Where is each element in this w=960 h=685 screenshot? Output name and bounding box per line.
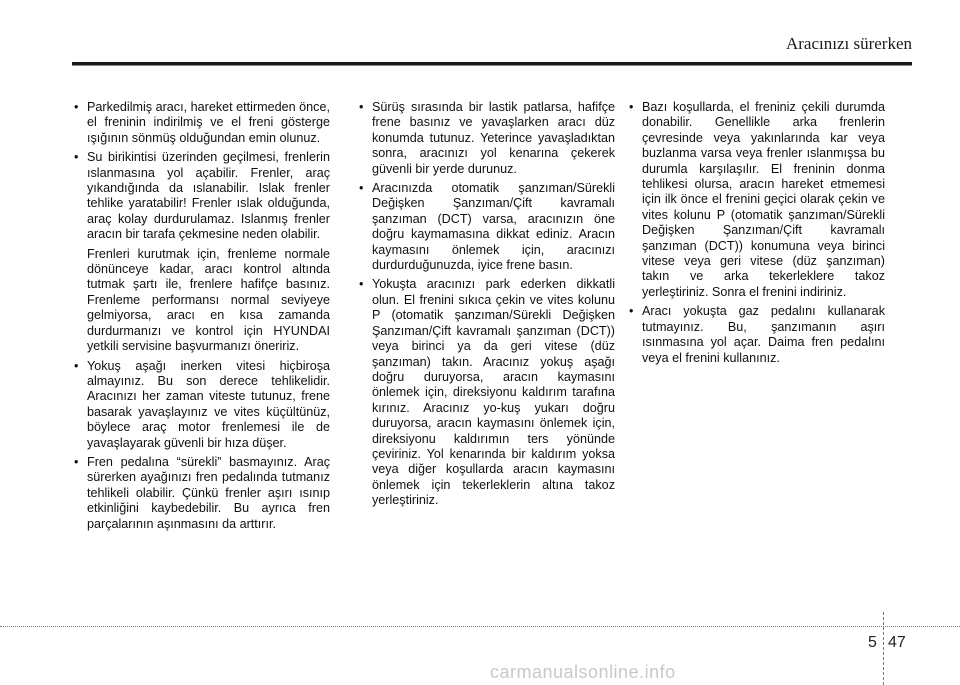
bullet-marker: • — [74, 100, 79, 114]
bullet-marker: • — [359, 181, 364, 196]
bullet-text: Aracınızda otomatik şanzıman/Sürekli Değişken Şanzıman/Çift kavramalı şanzıman (DCT) varsa, aracınızın öne doğru kaymamasına dikkat ediniz. Aracın kaymasını önlemek için, aracınızı durdurduğunuzda, iyice frene basın. — [372, 181, 615, 273]
bullet-item — [72, 100, 330, 146]
bullet-text: Su birikintisi üzerinden geçilmesi, frenlerin ıslanmasına yol açabilir. Frenler, araç yıkandığında da ıslanabilir. Islak frenler tehlike yaratabilir! Frenler ıslak olduğunda, araç kolay durdurulamaz. Islanmış frenler aracın bir tarafa çekmesine neden olabilir. — [87, 150, 330, 242]
bullet-item — [357, 100, 615, 177]
bullet-text: Aracı yokuşta gaz pedalını kullanarak tutmayınız. Bu, şanzımanın aşırı ısınmasına yol açar. Daima fren pedalını veya el frenini kullanınız. — [642, 304, 885, 365]
bullet-item — [72, 150, 330, 242]
bullet-item — [627, 304, 885, 366]
bullet-text: Yokuşta aracınızı park ederken dikkatli olun. El frenini sıkıca çekin ve vites kolunu P (otomatik şanzıman/Sürekli Değişken Şanzıman/Çift kavramalı şanzıman (DCT)) veya birinci ya da geri vitese (düz şanzıman) takın. Aracınız yokuş aşağı doğru duruyorsa, aracın kaymasını önlemek için, direksiyonu kaldırım tarafına kırınız. Aracınız yo-kuş yukarı doğru duruyorsa, aracın kaymasını önlemek için, direksiyonu kaldırımın ters yönünde çeviriniz. Yol kenarında bir kaldırım yoksa veya diğer koşullarda aracın kaymasını önlemek için tekerleklerin altına takoz yerleştiriniz. — [372, 277, 615, 508]
bullet-marker: • — [74, 454, 79, 469]
section-number: 5 — [868, 634, 877, 651]
bullet-text: Parkedilmiş aracı, hareket ettirmeden önce, el freninin indirilmiş ve el freni gösterge ışığının sönmüş olduğundan emin olunuz. — [87, 100, 330, 145]
page-header-title: Aracınızı sürerken — [785, 34, 912, 53]
bullet-text: Yokuş aşağı inerken vitesi hiçbiroşa almayınız. Bu son derece tehlikelidir. Aracınızı her zaman viteste tutunuz, frene basarak yavaşlayınız ve vites küçültünüz, böylece araç motor frenlemesi ile de yavaşlayarak güvenli bir hıza düşer. — [87, 358, 330, 450]
bullet-marker: • — [359, 100, 364, 114]
bullet-item — [72, 455, 330, 532]
bullet-marker: • — [74, 358, 79, 373]
bullet-marker: • — [359, 277, 364, 292]
header-rule-thin — [72, 65, 912, 66]
footer-page-separator — [883, 612, 884, 685]
bullet-marker: • — [629, 100, 634, 114]
column-2 — [357, 100, 615, 513]
column-3 — [627, 100, 885, 370]
page-number: 47 — [888, 634, 906, 651]
watermark: carmanualsonline.info — [490, 662, 676, 682]
bullet-item — [357, 181, 615, 273]
column-1 — [72, 100, 330, 536]
paragraph-text: Frenleri kurutmak için, frenleme normale dönünceye kadar, aracı kontrol altında tutmak şartı ile, frenlere hafifçe basınız. Frenleme performansı normal seviyeye gelmiyorsa, aracı en kısa zamanda durdurmanızı ve kontrol için HYUNDAI yetkili servisine başvurmanızı öneririz. — [87, 246, 330, 354]
paragraph — [72, 247, 330, 355]
bullet-item — [357, 277, 615, 508]
bullet-marker: • — [74, 150, 79, 165]
bullet-marker: • — [629, 304, 634, 319]
bullet-text: Sürüş sırasında bir lastik patlarsa, hafifçe frene basınız ve yavaşlarken aracı düz konumda tutunuz. Yeterince yavaşladıktan sonra, aracınızı yol kenarına çekerek güvenli bir yerde durunuz. — [372, 100, 615, 176]
bullet-text: Bazı koşullarda, el freniniz çekili durumda donabilir. Genellikle arka frenlerin çevresinde veya yakınlarında kar veya buzlanma varsa veya frenler ıslanmışsa bu durumla karşılaşılır. El freninin donma tehlikesi olursa, aracın hareket etmemesi için ilk önce el frenini geçici olarak çekin ve vites kolunu P (otomatik şanzıman/Sürekli Değişken Şanzıman/Çift kavramalı şanzıman (DCT)) konumuna veya birinci vitese veya geri vitese (düz şanzıman) takın ve arka tekerleklere takoz yerleştiriniz. Sonra el frenini indiriniz. — [642, 100, 885, 299]
bullet-text: Fren pedalına “sürekli” basmayınız. Araç sürerken ayağınızı fren pedalında tutmanız tehlikeli olabilir. Çünkü frenler aşırı ısınıp etkinliğini kaybedebilir. Bu ayrıca fren parçalarının aşınmasını da arttırır. — [87, 454, 330, 531]
bullet-item — [72, 359, 330, 451]
footer-rule — [0, 626, 960, 627]
bullet-item — [627, 100, 885, 300]
